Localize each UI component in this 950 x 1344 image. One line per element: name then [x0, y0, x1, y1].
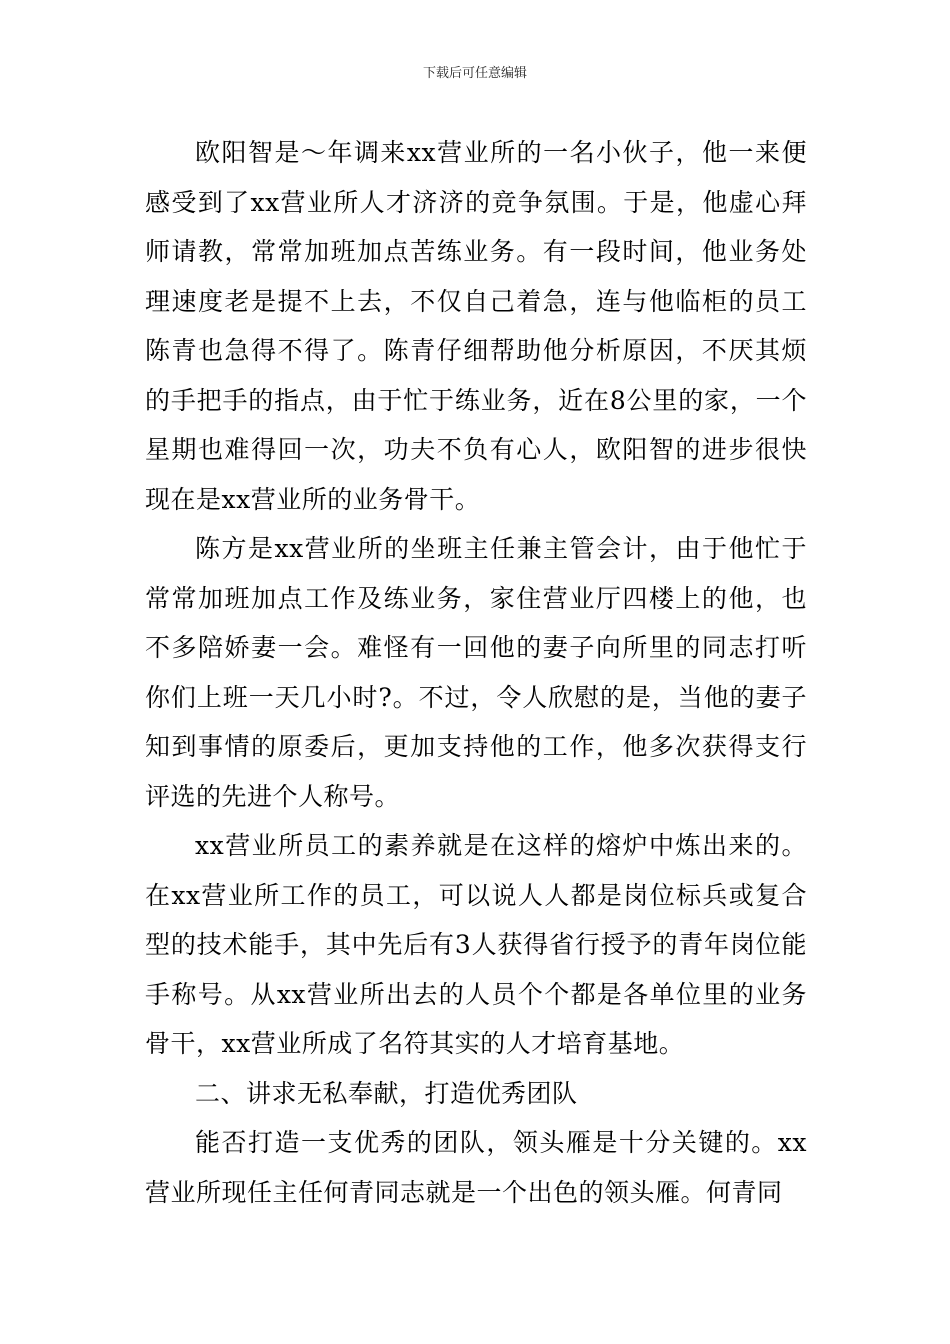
document-body — [145, 128, 807, 1217]
page-header-note: 下载后可任意编辑 — [422, 66, 527, 81]
paragraph-chen-fang: 陈方是xx营业所的坐班主任兼主管会计，由于他忙于常常加班加点工作及练业务，家住营业厅四楼上的他，也不多陪娇妻一会。难怪有一回他的妻子向所里的同志打听你们上班一天几小时?。不过，令人欣慰的是，当他的妻子知到事情的原委后，更加支持他的工作，他多次获得支行评选的先进个人称号。 — [145, 534, 807, 811]
paragraph-staff-quality: xx营业所员工的素养就是在这样的熔炉中炼出来的。在xx营业所工作的员工，可以说人人都是岗位标兵或复合型的技术能手，其中先后有3人获得省行授予的青年岗位能手称号。从xx营业所出去的人员个个都是各单位里的业务骨干，xx营业所成了名符其实的人才培育基地。 — [145, 831, 807, 1058]
paragraph-leadership: 能否打造一支优秀的团队，领头雁是十分关键的。xx营业所现任主任何青同志就是一个出色的领头雁。何青同 — [145, 1128, 807, 1207]
paragraph-ouyang-zhi: 欧阳智是～年调来xx营业所的一名小伙子，他一来便感受到了xx营业所人才济济的竞争氛围。于是，他虚心拜师请教，常常加班加点苦练业务。有一段时间，他业务处理速度老是提不上去，不仅自己着急，连与他临柜的员工陈青也急得不得了。陈青仔细帮助他分析原因，不厌其烦的手把手的指点，由于忙于练业务，近在8公里的家，一个星期也难得回一次，功夫不负有心人，欧阳智的进步很快现在是xx营业所的业务骨干。 — [145, 138, 807, 514]
section-heading: 二、讲求无私奉献，打造优秀团队 — [195, 1078, 578, 1108]
